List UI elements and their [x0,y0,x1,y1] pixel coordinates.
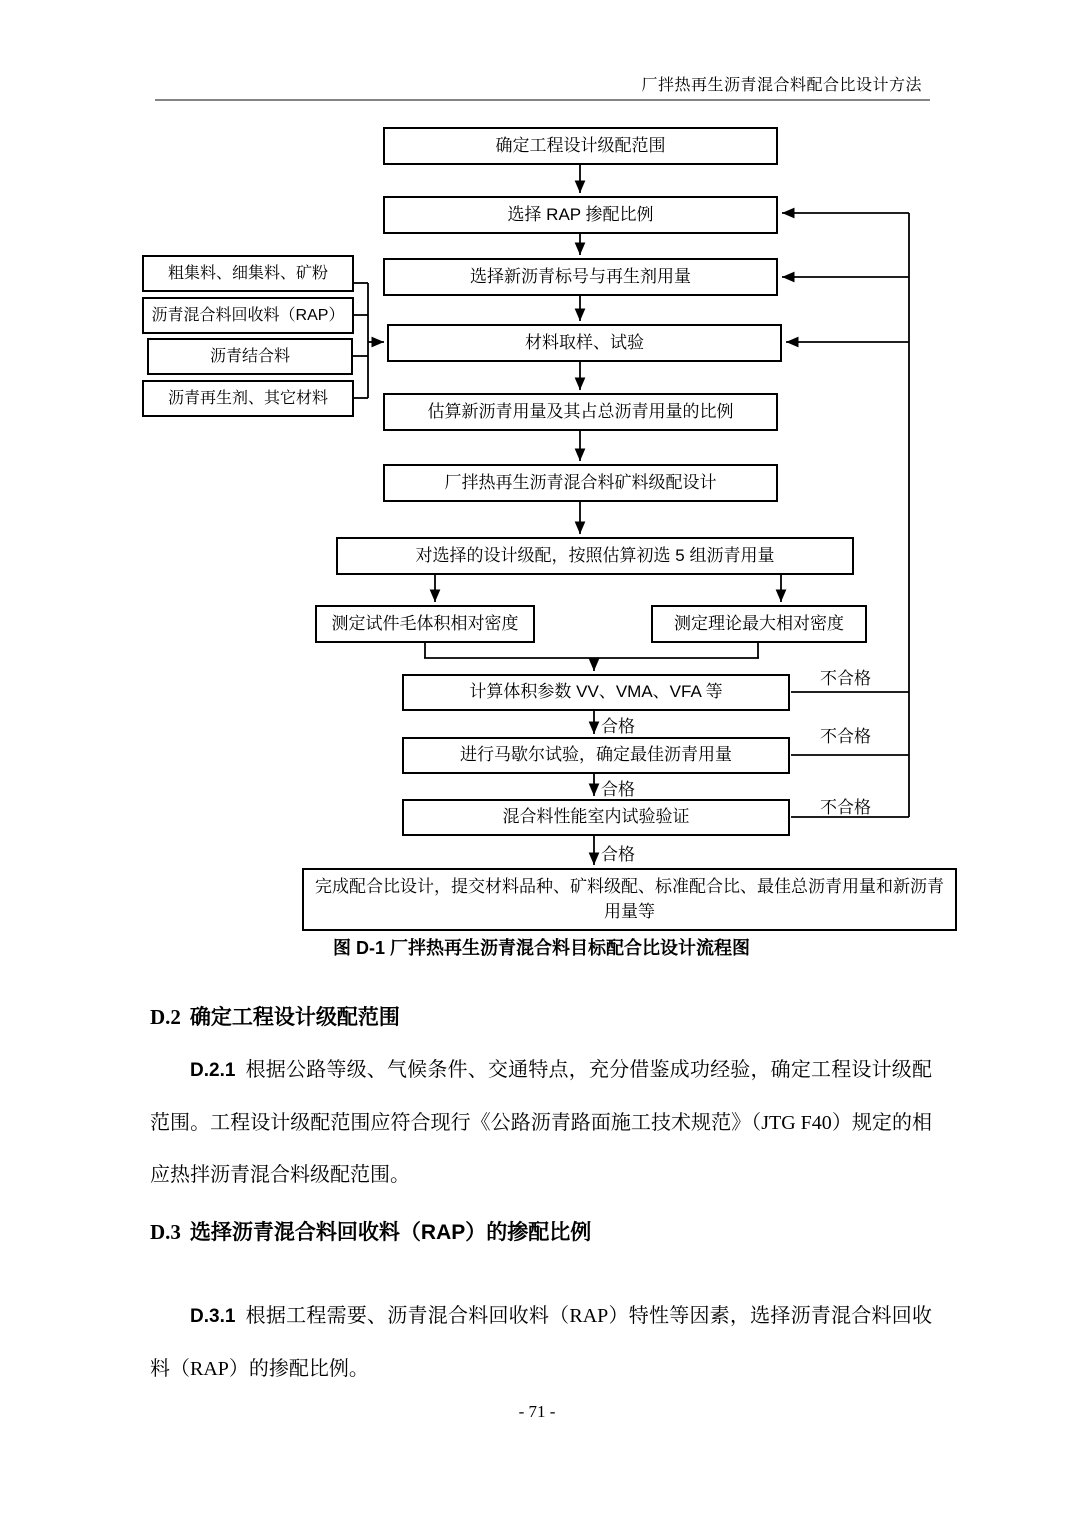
section-heading-d3 [150,1216,591,1246]
flow-node-in3: 沥青结合料 [147,338,353,375]
section-number: D.2 [150,1005,181,1029]
page-header-title: 厂拌热再生沥青混合料配合比设计方法 [641,77,922,94]
fail-label: 不合格 [820,669,871,688]
flow-node-n10: 计算体积参数 VV、VMA、VFA 等 [402,674,790,711]
flow-node-n8: 测定试件毛体积相对密度 [315,605,535,643]
figure-caption: 图 D-1 厂拌热再生沥青混合料目标配合比设计流程图 [333,938,751,958]
pass-label: 合格 [601,717,635,736]
flow-node-n4: 材料取样、试验 [387,324,782,362]
fail-label: 不合格 [820,798,871,817]
flow-node-n3: 选择新沥青标号与再生剂用量 [383,258,778,296]
section-number: D.3 [150,1220,181,1244]
paragraph-text: 根据公路等级、气候条件、交通特点，充分借鉴成功经验，确定工程设计级配范围。工程设计级配范围应符合现行《公路沥青路面施工技术规范》（JTG F40）规定的相应热拌沥青混合料级配范围。 [150,1059,932,1186]
flow-node-n13: 完成配合比设计，提交材料品种、矿料级配、标准配合比、最佳总沥青用量和新沥青用量等 [302,868,957,931]
flow-node-n7: 对选择的设计级配，按照估算初选 5 组沥青用量 [336,537,854,575]
section-heading-d2 [150,1001,400,1031]
section-title: 选择沥青混合料回收料（RAP）的掺配比例 [189,1221,592,1244]
flow-node-n12: 混合料性能室内试验验证 [402,799,790,836]
flow-node-in4: 沥青再生剂、其它材料 [142,380,354,417]
paragraph-text: 根据工程需要、沥青混合料回收料（RAP）特性等因素，选择沥青混合料回收料（RAP）的掺配比例。 [150,1305,932,1380]
flow-node-n11: 进行马歇尔试验，确定最佳沥青用量 [402,737,790,774]
pass-label: 合格 [601,845,635,864]
page-number: - 71 - [518,1402,556,1421]
fail-label: 不合格 [820,727,871,746]
flow-node-n6: 厂拌热再生沥青混合料矿料级配设计 [383,464,778,502]
flow-node-n9: 测定理论最大相对密度 [651,605,867,643]
flow-node-n5: 估算新沥青用量及其占总沥青用量的比例 [383,393,778,431]
paragraph-number: D.3.1 [190,1306,236,1327]
pass-label: 合格 [601,780,635,799]
paragraph-d31 [150,1290,932,1395]
flow-node-in1: 粗集料、细集料、矿粉 [142,255,354,292]
section-title: 确定工程设计级配范围 [189,1006,400,1029]
flow-node-n1: 确定工程设计级配范围 [383,127,778,165]
flow-node-n2: 选择 RAP 掺配比例 [383,196,778,234]
flow-node-in2: 沥青混合料回收料（RAP） [142,297,354,334]
paragraph-number: D.2.1 [190,1060,236,1081]
paragraph-d21 [150,1044,932,1201]
